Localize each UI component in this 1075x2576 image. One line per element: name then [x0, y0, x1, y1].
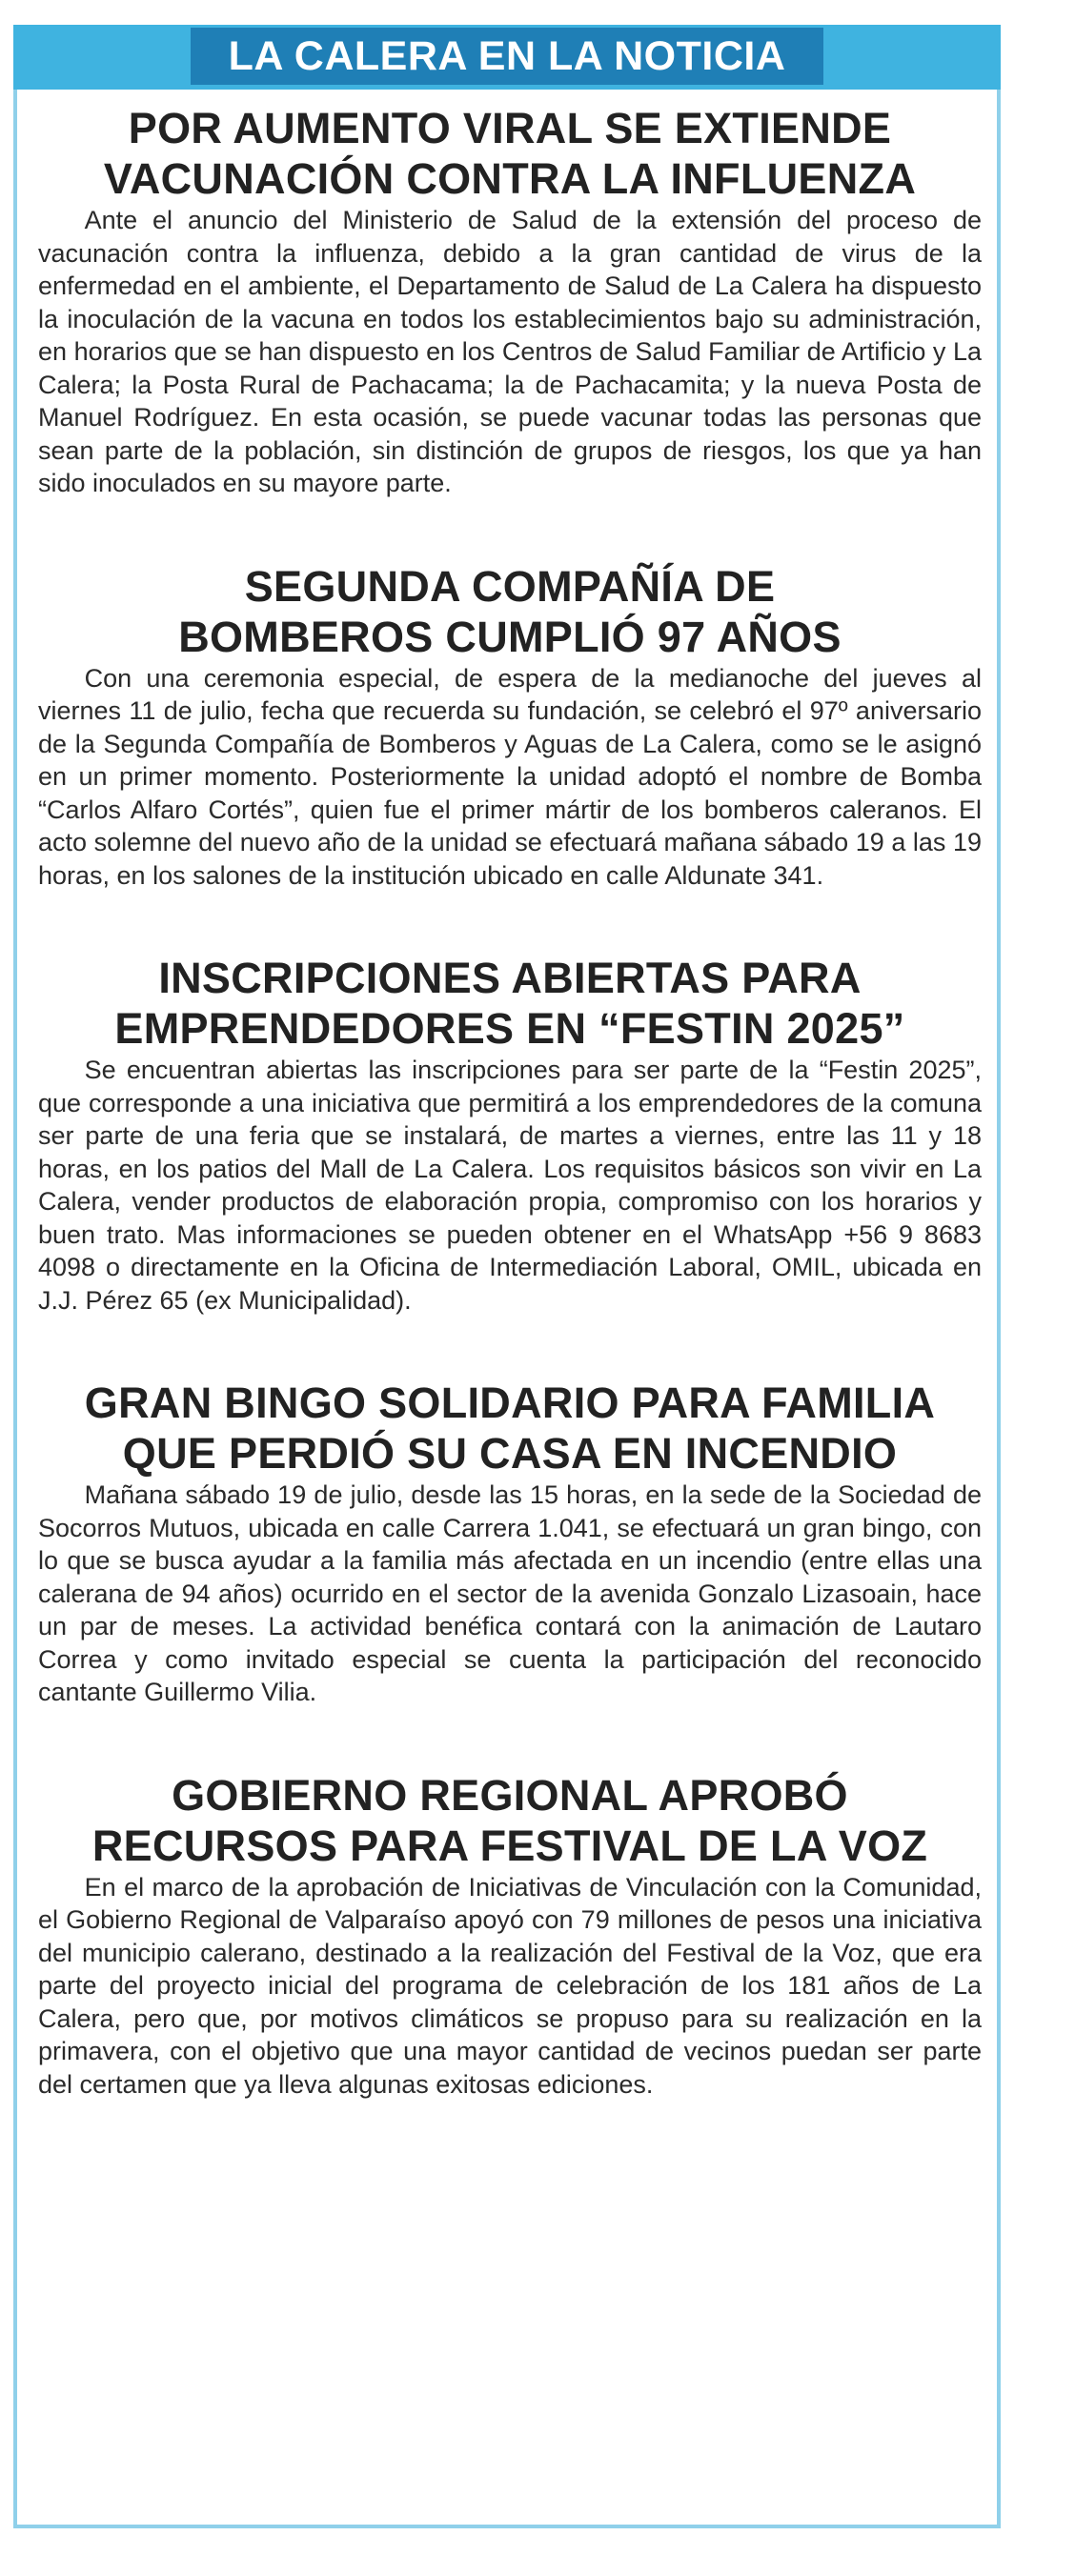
- headline-line: POR AUMENTO VIRAL SE EXTIENDE: [128, 104, 892, 152]
- article-headline: [38, 561, 982, 662]
- article-headline: [38, 1378, 982, 1479]
- headline-line: EMPRENDEDORES EN “FESTIN 2025”: [114, 1004, 905, 1053]
- article-headline: [38, 1770, 982, 1871]
- article-headline: [38, 953, 982, 1054]
- article-divider: [38, 500, 982, 561]
- article-body: Mañana sábado 19 de julio, desde las 15 horas, en la sede de la Sociedad de Socorros Mutuos, ubicada en calle Carrera 1.041, se efectuará un gran bingo, con lo que se busca ayudar a la familia más afectada en un incendio (entre ellas una calerana de 94 años) ocurrido en el sector de la avenida Gonzalo Lizasoain, hace un par de meses. La actividad benéfica contará con la animación de Lautaro Correa y como invitado especial se cuenta la participación del reconocido cantante Guillermo Vilia.: [38, 1480, 982, 1706]
- article-vacunacion: [38, 103, 982, 500]
- headline-line: SEGUNDA COMPAÑÍA DE: [244, 561, 776, 611]
- headline-line: GOBIERNO REGIONAL APROBÓ: [172, 1770, 848, 1820]
- article-divider: [38, 1317, 982, 1378]
- headline-line: BOMBEROS CUMPLIÓ 97 AÑOS: [178, 612, 842, 661]
- article-divider: [38, 1709, 982, 1770]
- section-title: LA CALERA EN LA NOTICIA: [191, 28, 824, 85]
- article-divider: [38, 892, 982, 953]
- article-body: En el marco de la aprobación de Iniciativas de Vinculación con la Comunidad, el Gobierno Regional de Valparaíso apoyó con 79 millones de pesos una iniciativa del municipio calerano, destinado a la realización del Festival de la Voz, que era parte del proyecto inicial del programa de celebración de los 181 años de La Calera, pero que, por motivos climáticos se propuso para su realización en la primavera, con el objetivo que una mayor cantidad de vecinos puedan ser parte del certamen que ya lleva algunas exitosas ediciones.: [38, 1872, 982, 2099]
- headline-line: QUE PERDIÓ SU CASA EN INCENDIO: [122, 1429, 898, 1478]
- article-headline: [38, 103, 982, 204]
- headline-line: INSCRIPCIONES ABIERTAS PARA: [158, 954, 862, 1002]
- headline-line: GRAN BINGO SOLIDARIO PARA FAMILIA: [84, 1379, 936, 1427]
- article-festin: [38, 953, 982, 1317]
- section-banner: [13, 25, 1001, 90]
- article-festival: [38, 1770, 982, 2102]
- article-body: Ante el anuncio del Ministerio de Salud de la extensión del proceso de vacunación contra la influenza, debido a la gran cantidad de virus de la enfermedad en el ambiente, el Departamento de Salud de La Calera ha dispuesto la inoculación de la vacuna en todos los establecimientos bajo su administración, en horarios que se han dispuesto en los Centros de Salud Familiar de Artificio y La Calera; la Posta Rural de Pachacama; la de Pachacamita; y la nueva Posta de Manuel Rodríguez. En esta ocasión, se puede vacunar todas las personas que sean parte de la población, sin distinción de grupos de riesgos, los que ya han sido inoculados en su mayore parte.: [38, 206, 982, 497]
- article-body: Se encuentran abiertas las inscripciones para ser parte de la “Festin 2025”, que corresponde a una iniciativa que permitirá a los emprendedores de la comuna ser parte de una feria que se instalará, de martes a viernes, entre las 11 y 18 horas, en los patios del Mall de La Calera. Los requisitos básicos son vivir en La Calera, vender productos de elaboración propia, compromiso con los horarios y buen trato. Mas informaciones se pueden obtener en el WhatsApp +56 9 8683 4098 o directamente en la Oficina de Intermediación Laboral, OMIL, ubicada en J.J. Pérez 65 (ex Municipalidad).: [38, 1056, 982, 1315]
- article-body: Con una ceremonia especial, de espera de la medianoche del jueves al viernes 11 de julio, fecha que recuerda su fundación, se celebró el 97º aniversario de la Segunda Compañía de Bomberos y Aguas de La Calera, como se le asignó en un primer momento. Posteriormente la unidad adoptó el nombre de Bomba “Carlos Alfaro Cortés”, quien fue el primer mártir de los bomberos caleranos. El acto solemne del nuevo año de la unidad se efectuará mañana sábado 19 a las 19 horas, en los salones de la institución ubicado en calle Aldunate 341.: [38, 663, 982, 890]
- articles-column: [38, 103, 982, 2101]
- headline-line: RECURSOS PARA FESTIVAL DE LA VOZ: [91, 1821, 928, 1870]
- headline-line: VACUNACIÓN CONTRA LA INFLUENZA: [103, 154, 917, 203]
- article-bomberos: [38, 561, 982, 893]
- article-bingo: [38, 1378, 982, 1709]
